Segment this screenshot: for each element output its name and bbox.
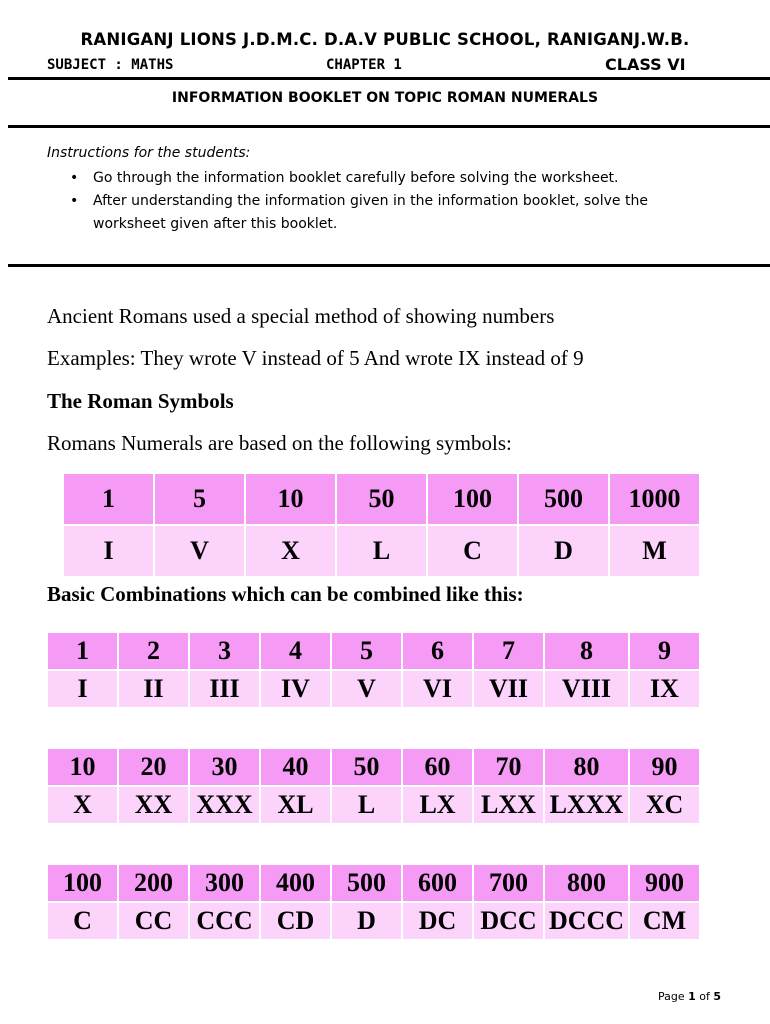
number-cell: 10 [48,749,117,785]
number-cell: 400 [261,865,330,901]
numeral-cell: I [64,526,153,576]
number-cell: 800 [545,865,628,901]
numeral-cell: L [337,526,426,576]
numeral-cell: DC [403,903,472,939]
instructions-divider [8,264,770,267]
number-cell: 3 [190,633,259,669]
symbols-numeral-row [64,526,699,576]
numeral-cell: X [48,787,117,823]
page-label: Page [658,990,685,1003]
number-cell: 6 [403,633,472,669]
number-cell: 1000 [610,474,699,524]
numeral-cell: X [246,526,335,576]
number-cell: 70 [474,749,543,785]
number-cell: 100 [48,865,117,901]
combination-number-row [48,633,699,669]
numeral-cell: VIII [545,671,628,707]
symbols-number-row [64,474,699,524]
number-cell: 1 [64,474,153,524]
instructions-heading: Instructions for the students: [47,145,251,161]
numeral-cell: D [332,903,401,939]
numeral-cell: IV [261,671,330,707]
combination-table-tens [46,747,701,825]
bullet-icon: • [70,193,79,209]
number-cell: 50 [337,474,426,524]
combination-number-row [48,749,699,785]
combination-numeral-row [48,903,699,939]
page-current: 1 [688,990,696,1003]
numeral-cell: XX [119,787,188,823]
page-number [658,990,721,1003]
numeral-cell: V [332,671,401,707]
intro-line: Ancient Romans used a special method of showing numbers [47,304,555,328]
numeral-cell: D [519,526,608,576]
number-cell: 100 [428,474,517,524]
number-cell: 30 [190,749,259,785]
combination-table-hundreds [46,863,701,941]
of-label: of [699,990,710,1003]
number-cell: 90 [630,749,699,785]
numeral-cell: II [119,671,188,707]
number-cell: 500 [519,474,608,524]
numeral-cell: XL [261,787,330,823]
numeral-cell: V [155,526,244,576]
numeral-cell: DCC [474,903,543,939]
number-cell: 9 [630,633,699,669]
numeral-cell: I [48,671,117,707]
numeral-cell: CD [261,903,330,939]
bullet-icon: • [70,170,79,186]
symbols-intro: Romans Numerals are based on the following symbols: [47,431,512,455]
numeral-cell: LXXX [545,787,628,823]
number-cell: 50 [332,749,401,785]
number-cell: 200 [119,865,188,901]
number-cell: 500 [332,865,401,901]
numeral-cell: CC [119,903,188,939]
number-cell: 2 [119,633,188,669]
number-cell: 40 [261,749,330,785]
symbols-table [62,472,701,578]
class-label: CLASS VI [605,55,686,74]
numeral-cell: IX [630,671,699,707]
combination-numeral-row [48,787,699,823]
number-cell: 900 [630,865,699,901]
number-cell: 300 [190,865,259,901]
number-cell: 600 [403,865,472,901]
instruction-text: Go through the information booklet carefully before solving the worksheet. [93,170,619,186]
instructions-list [70,167,710,236]
number-cell: 4 [261,633,330,669]
number-cell: 8 [545,633,628,669]
combination-numeral-row [48,671,699,707]
numeral-cell: VII [474,671,543,707]
number-cell: 700 [474,865,543,901]
combination-number-row [48,865,699,901]
numeral-cell: C [48,903,117,939]
numeral-cell: LX [403,787,472,823]
instruction-item [70,167,710,190]
number-cell: 7 [474,633,543,669]
numeral-cell: L [332,787,401,823]
subject-label: SUBJECT : MATHS [47,57,174,73]
number-cell: 20 [119,749,188,785]
numeral-cell: DCCC [545,903,628,939]
booklet-title: INFORMATION BOOKLET ON TOPIC ROMAN NUMERALS [171,90,599,106]
numeral-cell: CM [630,903,699,939]
school-name: RANIGANJ LIONS J.D.M.C. D.A.V PUBLIC SCHOOL, RANIGANJ.W.B. [80,30,690,49]
number-cell: 80 [545,749,628,785]
number-cell: 60 [403,749,472,785]
combinations-heading: Basic Combinations which can be combined like this: [47,582,524,606]
number-cell: 1 [48,633,117,669]
instruction-text: After understanding the information given in the information booklet, solve the worksheet given after this booklet. [93,193,648,232]
title-divider [8,125,770,128]
numeral-cell: XC [630,787,699,823]
examples-line: Examples: They wrote V instead of 5 And wrote IX instead of 9 [47,346,584,370]
numeral-cell: M [610,526,699,576]
numeral-cell: XXX [190,787,259,823]
numeral-cell: C [428,526,517,576]
instruction-item [70,190,710,236]
numeral-cell: III [190,671,259,707]
numeral-cell: CCC [190,903,259,939]
number-cell: 10 [246,474,335,524]
numeral-cell: LXX [474,787,543,823]
numeral-cell: VI [403,671,472,707]
chapter-label: CHAPTER 1 [326,57,402,73]
number-cell: 5 [332,633,401,669]
page-total: 5 [713,990,722,1003]
number-cell: 5 [155,474,244,524]
symbols-heading: The Roman Symbols [47,389,234,413]
combination-table-units [46,631,701,709]
header-divider [8,77,770,80]
